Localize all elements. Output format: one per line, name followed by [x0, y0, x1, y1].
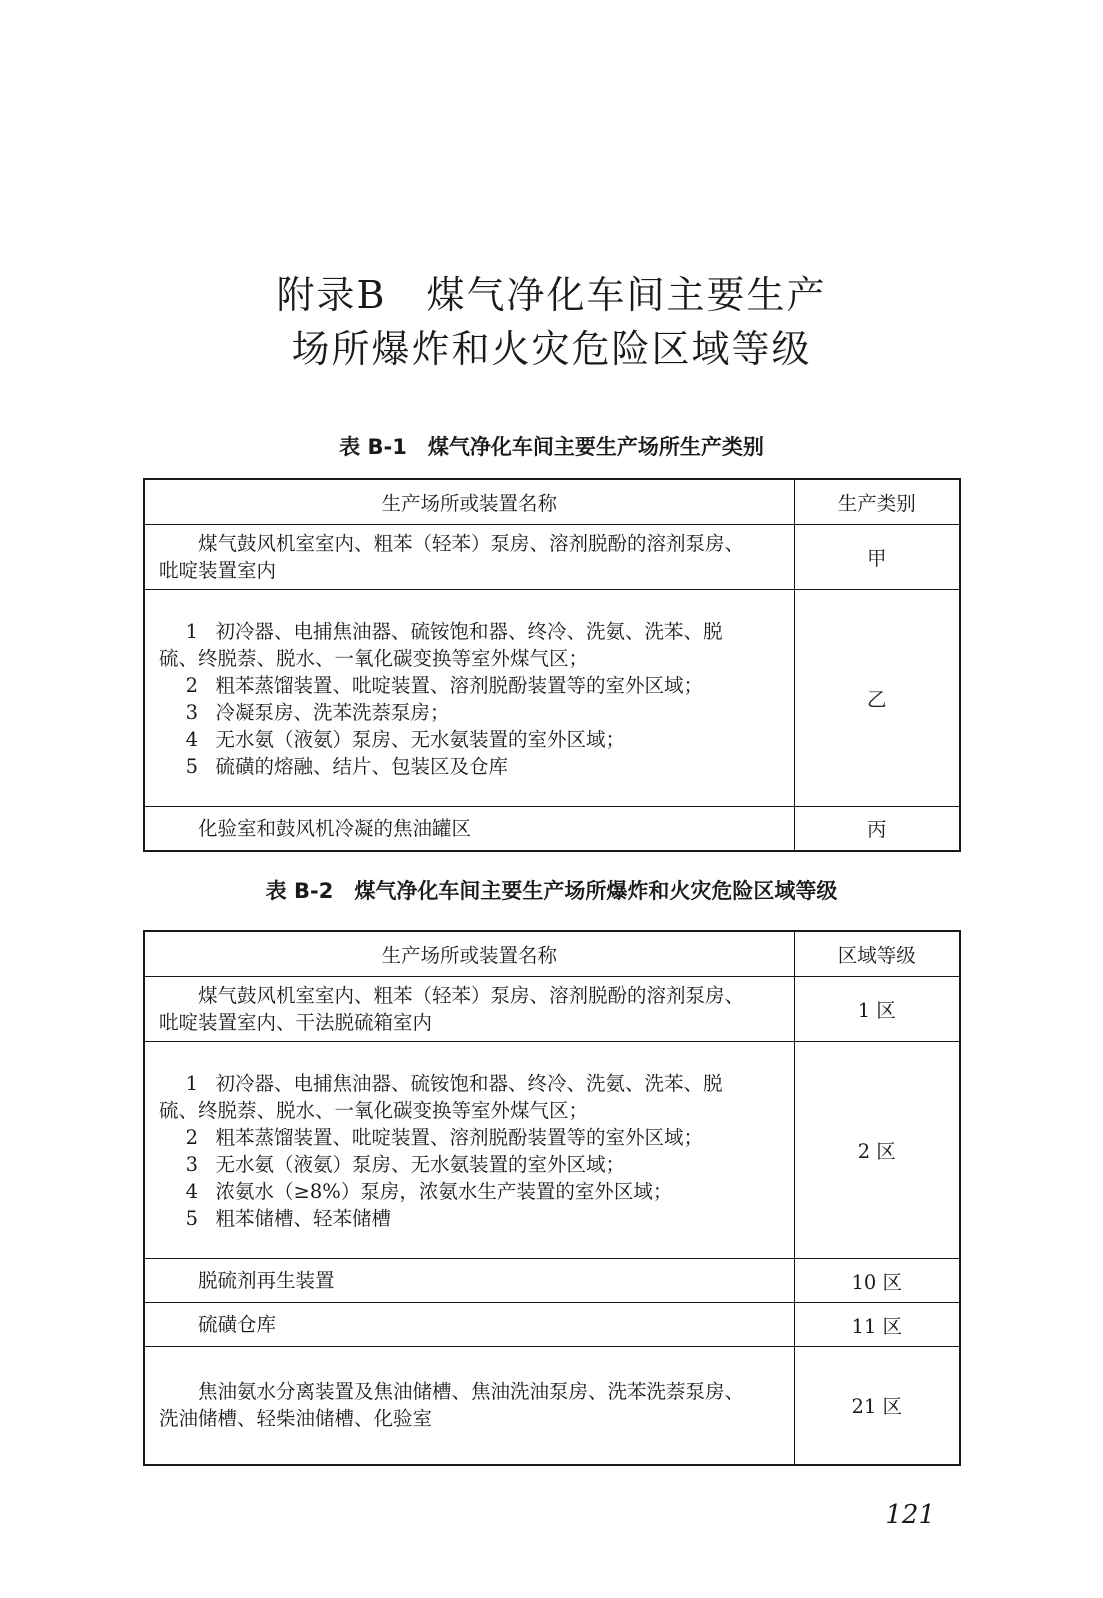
list-item	[159, 1097, 780, 1124]
item-text: 硫、终脱萘、脱水、一氧化碳变换等室外煤气区；	[159, 1099, 589, 1122]
row-name-cell	[144, 1347, 794, 1465]
row-name-line: 吡啶装置室内	[159, 559, 277, 582]
row-name-line: 焦油氨水分离装置及焦油储槽、焦油洗油泵房、洗苯洗萘泵房、	[198, 1380, 745, 1404]
row-name-line: 吡啶装置室内、干法脱硫箱室内	[159, 1011, 433, 1034]
item-text: 粗苯蒸馏装置、吡啶装置、溶剂脱酚装置等的室外区域；	[215, 1126, 704, 1149]
row-name-line: 煤气鼓风机室室内、粗苯（轻苯）泵房、溶剂脱酚的溶剂泵房、	[198, 532, 745, 555]
row-category-cell: 21 区	[794, 1347, 960, 1465]
row-category-cell: 10 区	[794, 1259, 960, 1303]
item-text: 无水氨（液氨）泵房、无水氨装置的室外区域；	[215, 728, 626, 751]
item-text: 初冷器、电捕焦油器、硫铵饱和器、终冷、洗氨、洗苯、脱	[215, 1072, 723, 1095]
table-row	[144, 1042, 960, 1259]
appendix-title	[0, 268, 1103, 376]
list-item	[159, 1124, 780, 1151]
row-name-line: 脱硫剂再生装置	[198, 1269, 335, 1292]
row-name-cell	[144, 977, 794, 1042]
item-number: 4	[185, 728, 198, 751]
row-name-cell	[144, 807, 794, 851]
row-name-cell	[144, 1042, 794, 1259]
table-row	[144, 590, 960, 807]
row-category-cell: 2 区	[794, 1042, 960, 1259]
row-category-cell: 丙	[794, 807, 960, 851]
row-category-cell: 11 区	[794, 1303, 960, 1347]
item-number: 3	[185, 1153, 198, 1176]
table-header-row	[144, 931, 960, 977]
item-number: 4	[185, 1180, 198, 1203]
table-row	[144, 1347, 960, 1465]
table-row	[144, 807, 960, 851]
list-item	[159, 699, 780, 726]
table-row	[144, 1303, 960, 1347]
table-b1-caption: 表 B-1 煤气净化车间主要生产场所生产类别	[339, 435, 764, 459]
item-number: 2	[185, 674, 198, 697]
table-row	[144, 525, 960, 590]
page-number: 121	[885, 1500, 935, 1530]
appendix-title-line-1: 附录B 煤气净化车间主要生产	[276, 273, 827, 317]
table-b2-caption: 表 B-2 煤气净化车间主要生产场所爆炸和火灾危险区域等级	[265, 879, 838, 903]
item-text: 冷凝泵房、洗苯洗萘泵房；	[215, 701, 450, 724]
column-header-category: 生产类别	[794, 479, 960, 525]
list-item	[159, 726, 780, 753]
list-item	[159, 753, 780, 780]
item-number: 3	[185, 701, 198, 724]
table-b2	[143, 930, 961, 1466]
item-text: 浓氨水（≥8%）泵房，浓氨水生产装置的室外区域；	[215, 1180, 673, 1203]
list-item	[159, 645, 780, 672]
row-name-line: 化验室和鼓风机冷凝的焦油罐区	[198, 816, 472, 840]
row-category-cell: 1 区	[794, 977, 960, 1042]
item-text: 无水氨（液氨）泵房、无水氨装置的室外区域；	[215, 1153, 626, 1176]
list-item	[159, 1151, 780, 1178]
list-item	[159, 672, 780, 699]
table-b1	[143, 478, 961, 852]
item-number: 1	[185, 620, 198, 643]
list-item	[159, 1178, 780, 1205]
item-text: 硫、终脱萘、脱水、一氧化碳变换等室外煤气区；	[159, 647, 589, 670]
list-item	[159, 1070, 780, 1097]
item-text: 粗苯蒸馏装置、吡啶装置、溶剂脱酚装置等的室外区域；	[215, 674, 704, 697]
item-number: 1	[185, 1072, 198, 1095]
list-item	[159, 618, 780, 645]
row-name-line: 硫磺仓库	[198, 1313, 277, 1336]
list-item	[159, 1205, 780, 1232]
table-row	[144, 977, 960, 1042]
item-number: 5	[185, 1207, 198, 1230]
item-text: 初冷器、电捕焦油器、硫铵饱和器、终冷、洗氨、洗苯、脱	[215, 620, 723, 643]
row-category-cell: 乙	[794, 590, 960, 807]
row-name-line: 煤气鼓风机室室内、粗苯（轻苯）泵房、溶剂脱酚的溶剂泵房、	[198, 984, 745, 1007]
row-category-cell: 甲	[794, 525, 960, 590]
row-name-cell	[144, 525, 794, 590]
row-name-cell	[144, 590, 794, 807]
column-header-name: 生产场所或装置名称	[144, 931, 794, 977]
table-row	[144, 1259, 960, 1303]
item-text: 硫磺的熔融、结片、包装区及仓库	[215, 755, 509, 778]
item-number: 5	[185, 755, 198, 778]
row-name-cell	[144, 1259, 794, 1303]
row-name-cell	[144, 1303, 794, 1347]
column-header-zone-level: 区域等级	[794, 931, 960, 977]
table-header-row	[144, 479, 960, 525]
appendix-title-line-2: 场所爆炸和火灾危险区域等级	[291, 327, 812, 371]
column-header-name: 生产场所或装置名称	[144, 479, 794, 525]
item-number: 2	[185, 1126, 198, 1149]
item-text: 粗苯储槽、轻苯储槽	[215, 1207, 392, 1230]
row-name-line: 洗油储槽、轻柴油储槽、化验室	[159, 1407, 433, 1431]
